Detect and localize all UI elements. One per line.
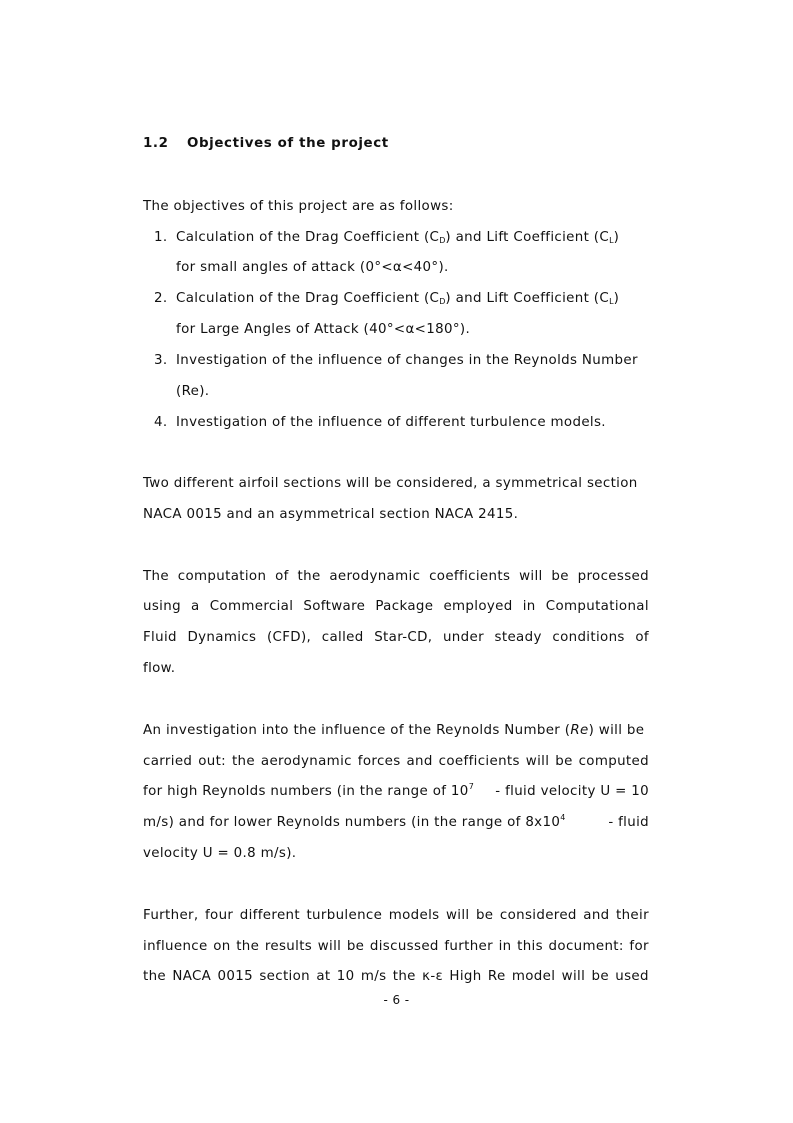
section-heading [143,136,389,151]
reynolds-line-3-part-a: for high Reynolds numbers (in the range of $10^7$ [143,782,474,799]
word: aerodynamic [329,569,421,584]
word: be [346,939,365,954]
word: 0015 [217,969,253,984]
word: turbulence [306,908,383,923]
word: Dynamics [187,630,257,645]
computation-line-3 [143,629,649,647]
reynolds-line-2 [143,753,649,771]
word: and [583,908,610,923]
computation-line-1 [143,568,649,586]
word: document: [548,939,624,954]
section-number: 1.2 [143,136,169,151]
word: Package [375,599,434,614]
objective-3-line1: Investigation of the influence of changes in the Reynolds Number [176,353,638,368]
word: 10 [336,969,355,984]
word: the [392,969,416,984]
word: using [143,599,181,614]
word: aerodynamic [260,754,352,769]
word: the [143,969,167,984]
computation-line-4: flow. [143,661,176,676]
word: Software [303,599,366,614]
word: the [297,569,321,584]
reynolds-line-3 [143,783,649,801]
word: different [239,908,300,923]
objective-2-line2: for Large Angles of Attack (40°<α<180°). [176,322,471,337]
word: used [615,969,649,984]
word: models [388,908,440,923]
objective-1-number: 1. [154,230,168,245]
objective-2-number: 2. [154,291,168,306]
word: Re [487,969,506,984]
word: κ-ε [422,969,444,984]
word: Computational [545,599,649,614]
word: The [143,569,169,584]
objective-1-line1: Calculation of the Drag Coefficient $(C_D)$ and Lift Coefficient $(C_L)$ [176,230,620,245]
word: will [519,569,543,584]
word: four [204,908,234,923]
word: on [213,939,231,954]
word: be [475,908,494,923]
word: coefficients [429,569,511,584]
objective-4-number: 4. [154,415,168,430]
word: of [635,630,649,645]
word: be [591,969,609,984]
word: model [511,969,556,984]
word: coefficients [438,754,520,769]
turbulence-line-3 [143,968,649,986]
reynolds-line-4-part-a: m/s) and for lower Reynolds numbers (in the range of $8x10^4$ [143,813,566,830]
word: section [259,969,310,984]
word: discussed [369,939,439,954]
word: in [498,939,512,954]
word: of [275,569,289,584]
objectives-intro: The objectives of this project are as follows: [143,199,454,214]
word: (CFD), [266,630,312,645]
reynolds-line-4 [143,814,649,832]
word: considered [499,908,577,923]
reynolds-line-3-part-b: - fluid velocity U = 10 [495,784,649,799]
word: their [615,908,649,923]
section-title: Objectives of the project [187,136,389,151]
airfoils-line-2: NACA 0015 and an asymmetrical section NACA 2415. [143,507,519,522]
word: further [444,939,493,954]
computation-line-2 [143,598,649,616]
word: conditions [552,630,625,645]
word: under [442,630,484,645]
word: be [555,754,573,769]
airfoils-line-1: Two different airfoil sections will be considered, a symmetrical section [143,476,638,491]
word: computed [578,754,649,769]
objective-2-line1: Calculation of the Drag Coefficient $(C_D)$ and Lift Coefficient $(C_L)$ [176,291,620,306]
word: the [231,754,255,769]
word: this [517,939,543,954]
word: NACA [172,969,212,984]
reynolds-line-4-part-b: - fluid [608,815,649,830]
word: Fluid [143,630,177,645]
word: computation [177,569,267,584]
word: will [525,754,550,769]
reynolds-number-symbol: Re [570,723,589,738]
word: steady [494,630,542,645]
word: out: [198,754,227,769]
word: in [522,599,536,614]
word: called [321,630,364,645]
word: results [264,939,313,954]
word: influence [143,939,208,954]
word: Further, [143,908,199,923]
word: Star-CD, [374,630,433,645]
word: the [236,939,260,954]
word: and [406,754,433,769]
word: forces [357,754,401,769]
word: m/s [360,969,387,984]
word: at [316,969,331,984]
word: High [449,969,482,984]
word: carried [143,754,193,769]
word: employed [443,599,513,614]
reynolds-line-1: An investigation into the influence of the Reynolds Number (Re) will be [143,723,645,738]
word: will [445,908,470,923]
turbulence-line-2 [143,938,649,956]
reynolds-line-5: velocity U = 0.8 m/s). [143,846,297,861]
word: for [629,939,649,954]
word: processed [577,569,649,584]
objective-4-line1: Investigation of the influence of different turbulence models. [176,415,606,430]
word: Commercial [209,599,294,614]
word: be [551,569,569,584]
objective-1-line2: for small angles of attack (0°<α<40°). [176,260,449,275]
word: will [317,939,342,954]
objective-3-line2: (Re). [176,384,210,399]
turbulence-line-1 [143,907,649,925]
objective-3-number: 3. [154,353,168,368]
word: a [191,599,200,614]
page-number: - 6 - [383,993,410,1007]
word: will [561,969,586,984]
